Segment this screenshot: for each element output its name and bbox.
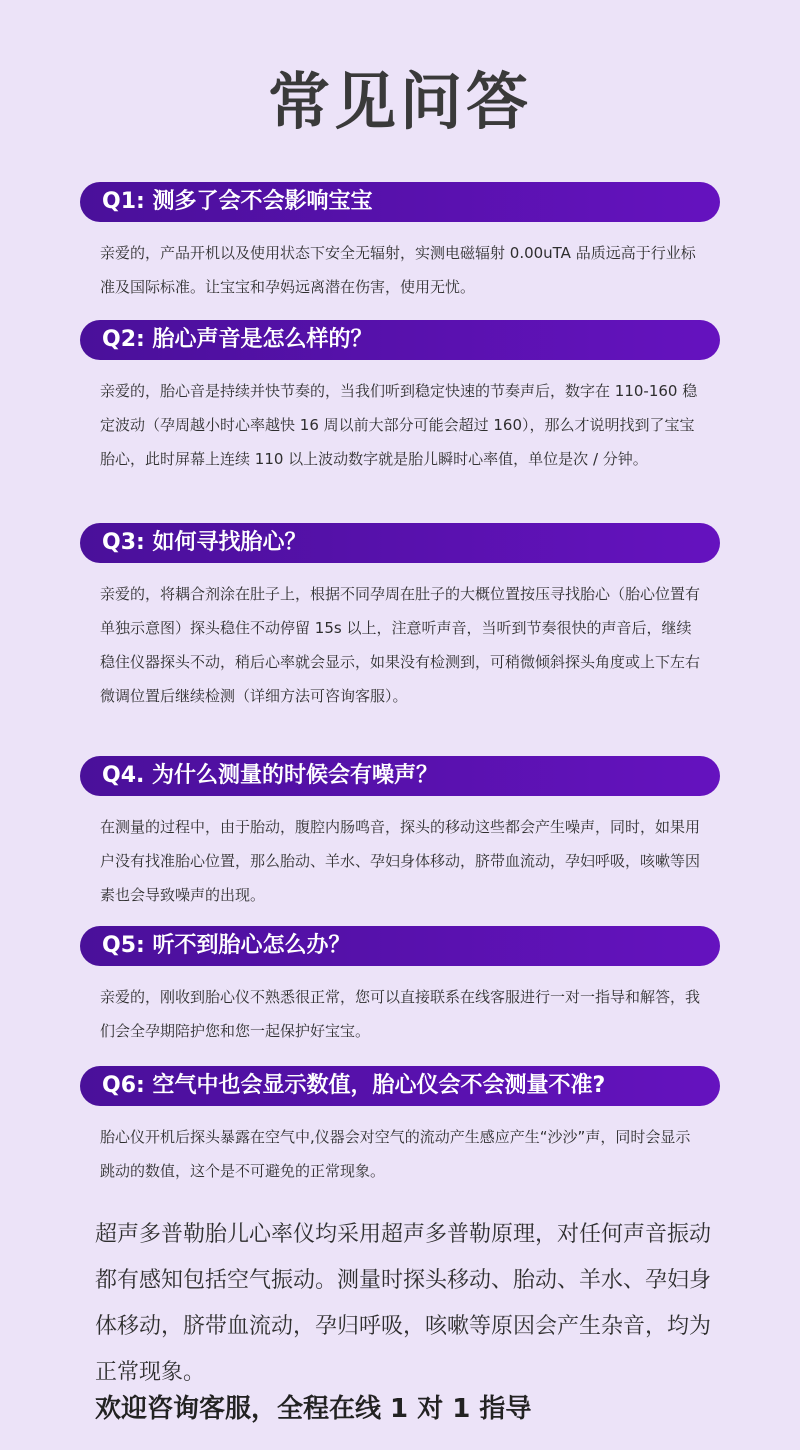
- page-title: 常见问答: [267, 65, 532, 138]
- faq-answer: 亲爱的，产品开机以及使用状态下安全无辐射，实测电磁辐射 0.00uTA 品质远高于行业标准及国际标准。让宝宝和孕妈远离潜在伤害，使用无忧。: [100, 244, 696, 296]
- cta-text: 欢迎咨询客服，全程在线 1 对 1 指导: [95, 1394, 532, 1424]
- faq-answer: 亲爱的，将耦合剂涂在肚子上，根据不同孕周在肚子的大概位置按压寻找胎心（胎心位置有单独示意图）探头稳住不动停留 15s 以上，注意听声音，当听到节奏很快的声音后，继续稳住仪器探头不动，稍后心率就会显示，如果没有检测到，可稍微倾斜探头角度或上下左右微调位置后继续检测（详细方法可咨询客服）。: [100, 585, 701, 705]
- faq-answer: 胎心仪开机后探头暴露在空气中,仪器会对空气的流动产生感应产生“沙沙”声，同时会显示跳动的数值，这个是不可避免的正常现象。: [100, 1128, 691, 1180]
- faq-answer: 在测量的过程中，由于胎动，腹腔内肠鸣音，探头的移动这些都会产生噪声，同时，如果用户没有找准胎心位置，那么胎动、羊水、孕妇身体移动，脐带血流动，孕妇呼吸，咳嗽等因素也会导致噪声的出现。: [100, 818, 701, 904]
- faq-item-q1: [80, 182, 720, 304]
- faq-answer: 亲爱的，刚收到胎心仪不熟悉很正常，您可以直接联系在线客服进行一对一指导和解答，我们会全孕期陪护您和您一起保护好宝宝。: [100, 988, 701, 1040]
- faq-question: Q6: 空气中也会显示数值，胎心仪会不会测量不准?: [80, 1066, 720, 1106]
- summary-paragraph: 超声多普勒胎儿心率仪均采用超声多普勒原理，对任何声音振动都有感知包括空气振动。测量时探头移动、胎动、羊水、孕妇身体移动，脐带血流动，孕归呼吸，咳嗽等原因会产生杂音，均为正常现象。: [95, 1222, 712, 1385]
- faq-question: Q4. 为什么测量的时候会有噪声？: [80, 756, 720, 796]
- faq-item-q3: [80, 523, 720, 713]
- faq-answer: 亲爱的，胎心音是持续并快节奏的，当我们听到稳定快速的节奏声后，数字在 110-160 稳定波动（孕周越小时心率越快 16 周以前大部分可能会超过 160），那么才说明找到了宝宝胎心，此时屏幕上连续 110 以上波动数字就是胎儿瞬时心率值，单位是次 / 分钟。: [100, 382, 698, 468]
- faq-item-q5: [80, 926, 720, 1048]
- faq-item-q4: [80, 756, 720, 912]
- faq-question: Q1: 测多了会不会影响宝宝: [80, 182, 720, 222]
- faq-question: Q3: 如何寻找胎心？: [80, 523, 720, 563]
- faq-question: Q2: 胎心声音是怎么样的？: [80, 320, 720, 360]
- faq-item-q2: [80, 320, 720, 476]
- faq-question: Q5: 听不到胎心怎么办？: [80, 926, 720, 966]
- faq-item-q6: [80, 1066, 720, 1188]
